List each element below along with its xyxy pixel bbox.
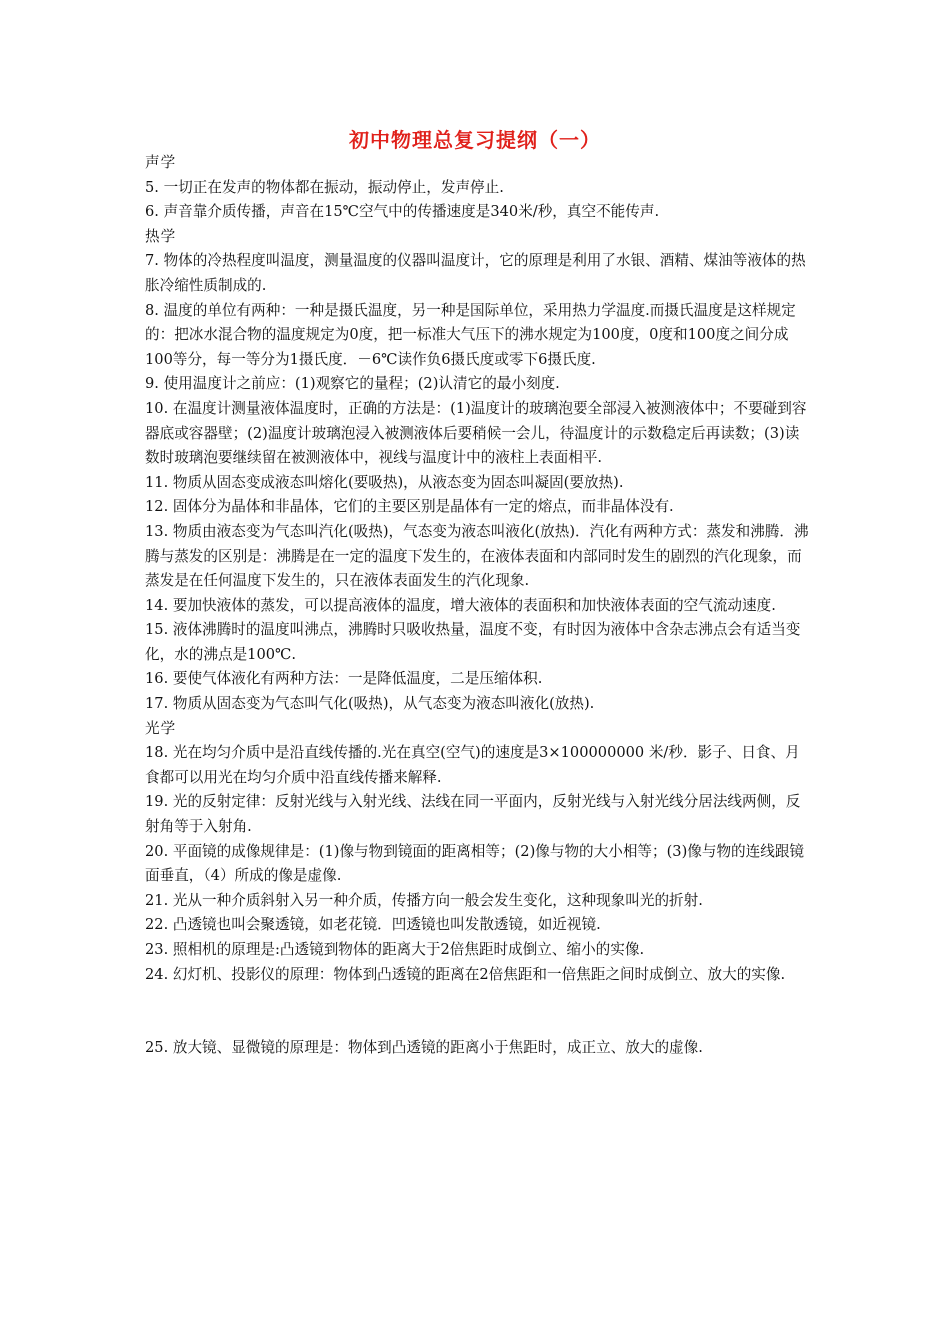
list-item: 9. 使用温度计之前应：(1)观察它的量程；(2)认清它的最小刻度. (145, 375, 560, 393)
list-item: 14. 要加快液体的蒸发，可以提高液体的温度，增大液体的表面积和加快液体表面的空气流动速度. (145, 596, 776, 614)
list-item: 11. 物质从固态变成液态叫熔化(要吸热)，从液态变为固态叫凝固(要放热). (145, 473, 624, 491)
list-item: 22. 凸透镜也叫会聚透镜，如老花镜．凹透镜也叫发散透镜，如近视镜. (145, 916, 601, 934)
list-item: 24. 幻灯机、投影仪的原理：物体到凸透镜的距离在2倍焦距和一倍焦距之间时成倒立、放大的实像. (145, 965, 786, 983)
section-heading-optics: 光学 (145, 719, 177, 737)
list-item: 18. 光在均匀介质中是沿直线传播的.光在真空(空气)的速度是3×100000000 米/秒．影子、日食、月食都可以用光在均匀介质中沿直线传播来解释. (145, 744, 800, 786)
list-item-last: 25. 放大镜、显微镜的原理是：物体到凸透镜的距离小于焦距时，成正立、放大的虚像. (145, 1039, 703, 1057)
list-item: 16. 要使气体液化有两种方法：一是降低温度，二是压缩体积. (145, 670, 543, 688)
document-body (145, 151, 810, 1061)
section-heading-thermodynamics: 热学 (145, 227, 177, 245)
list-item: 13. 物质由液态变为气态叫汽化(吸热)，气态变为液态叫液化(放热)．汽化有两种方式：蒸发和沸腾．沸腾与蒸发的区别是：沸腾是在一定的温度下发生的，在液体表面和内部同时发生的剧烈的汽化现象，而蒸发是在任何温度下发生的，只在液体表面发生的汽化现象. (145, 522, 809, 590)
list-item: 7. 物体的冷热程度叫温度，测量温度的仪器叫温度计，它的原理是利用了水银、酒精、煤油等液体的热胀冷缩性质制成的. (145, 252, 806, 294)
list-item: 10. 在温度计测量液体温度时，正确的方法是：(1)温度计的玻璃泡要全部浸入被测液体中；不要碰到容器底或容器壁；(2)温度计玻璃泡浸入被测液体后要稍候一会儿，待温度计的示数稳定后再读数；(3)读数时玻璃泡要继续留在被测液体中，视线与温度计中的液柱上表面相平. (145, 399, 807, 467)
list-item: 8. 温度的单位有两种：一种是摄氏温度，另一种是国际单位，采用热力学温度.而摄氏温度是这样规定的：把冰水混合物的温度规定为0度，把一标准大气压下的沸水规定为100度，0度和100度之间分成100等分，每一等分为1摄氏度．－6℃读作负6摄氏度或零下6摄氏度. (145, 301, 796, 368)
list-item: 17. 物质从固态变为气态叫气化(吸热)，从气态变为液态叫液化(放热). (145, 695, 595, 713)
list-item: 20. 平面镜的成像规律是：(1)像与物到镜面的距离相等；(2)像与物的大小相等；(3)像与物的连线跟镜面垂直，（4）所成的像是虚像. (145, 842, 805, 885)
list-item: 15. 液体沸腾时的温度叫沸点，沸腾时只吸收热量，温度不变，有时因为液体中含杂志沸点会有适当变化，水的沸点是100℃. (145, 621, 801, 663)
list-item: 6. 声音靠介质传播，声音在15℃空气中的传播速度是340米/秒，真空不能传声. (145, 203, 660, 221)
list-item: 23. 照相机的原理是:凸透镜到物体的距离大于2倍焦距时成倒立、缩小的实像. (145, 941, 645, 958)
list-item: 12. 固体分为晶体和非晶体，它们的主要区别是晶体有一定的熔点，而非晶体没有. (145, 498, 674, 516)
section-heading-acoustics: 声学 (145, 154, 177, 171)
page-title: 初中物理总复习提纲（一） (349, 128, 601, 152)
list-item: 21. 光从一种介质斜射入另一种介质，传播方向一般会发生变化，这种现象叫光的折射. (145, 891, 703, 909)
list-item: 5. 一切正在发声的物体都在振动，振动停止，发声停止. (145, 178, 504, 196)
list-item: 19. 光的反射定律：反射光线与入射光线、法线在同一平面内，反射光线与入射光线分居法线两侧，反射角等于入射角. (145, 793, 801, 836)
spacer (145, 987, 810, 1036)
